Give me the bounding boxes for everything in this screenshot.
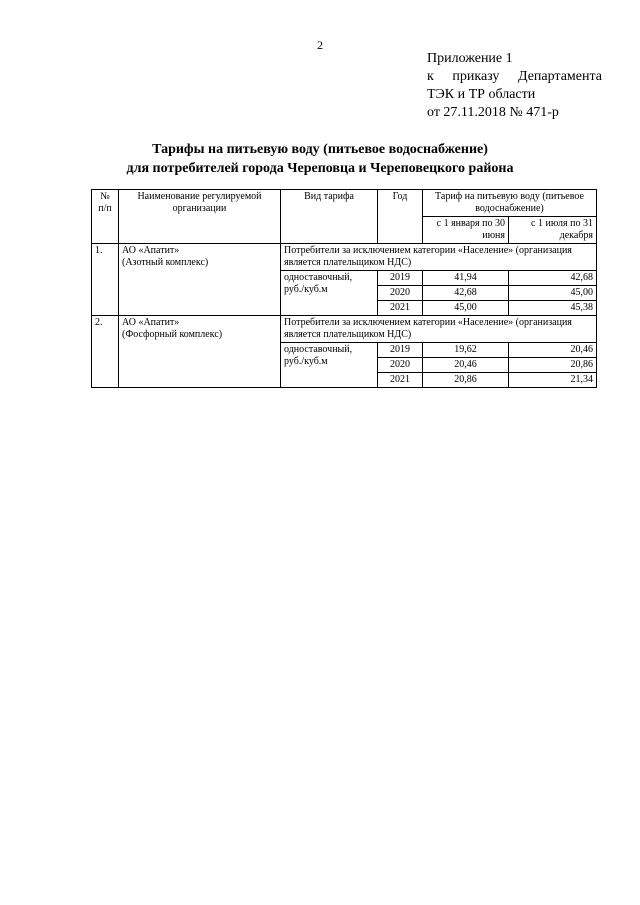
org-sub: (Фосфорный комплекс) [122,329,223,340]
header-period-1: с 1 января по 30 июня [423,217,509,244]
row-year: 2019 [378,271,423,286]
row-org [119,316,281,388]
row-h2-value: 45,00 [509,286,597,301]
page-number: 2 [317,38,323,52]
header-tariff: Тариф на питьевую воду (питьевое водоснабжение) [423,190,597,217]
row-h1-value: 41,94 [423,271,509,286]
row-year: 2021 [378,373,423,388]
header-year: Год [378,190,423,244]
tariff-table [91,189,597,388]
row-h1-value: 19,62 [423,343,509,358]
row-category: Потребители за исключением категории «Население» (организация является плательщиком НДС) [281,316,597,343]
appendix-line-2: к приказу Департамента [427,69,602,84]
row-category: Потребители за исключением категории «Население» (организация является плательщиком НДС) [281,244,597,271]
row-org [119,244,281,316]
row-h1-value: 20,46 [423,358,509,373]
row-h2-value: 42,68 [509,271,597,286]
row-h2-value: 20,46 [509,343,597,358]
row-h2-value: 20,86 [509,358,597,373]
row-h1-value: 45,00 [423,301,509,316]
header-type: Вид тарифа [281,190,378,244]
table-header-row [92,190,597,217]
title-line-1: Тарифы на питьевую воду (питьевое водоснабжение) [152,142,488,157]
title-line-2: для потребителей города Череповца и Череповецкого района [126,161,514,176]
row-h1-value: 42,68 [423,286,509,301]
org-name: АО «Апатит» [122,317,180,328]
table-row [92,316,597,343]
row-year: 2020 [378,286,423,301]
row-num: 2. [92,316,119,388]
appendix-line-1: Приложение 1 [427,51,513,66]
row-h2-value: 45,38 [509,301,597,316]
appendix-block [427,50,602,122]
header-num: № п/п [92,190,119,244]
row-year: 2021 [378,301,423,316]
appendix-line-3: ТЭК и ТР области [427,87,536,102]
header-period-2: с 1 июля по 31 декабря [509,217,597,244]
row-num: 1. [92,244,119,316]
row-year: 2020 [378,358,423,373]
row-h1-value: 20,86 [423,373,509,388]
table-row [92,244,597,271]
org-sub: (Азотный комплекс) [122,257,209,268]
org-name: АО «Апатит» [122,245,180,256]
header-org: Наименование регулируемой организации [119,190,281,244]
appendix-line-4: от 27.11.2018 № 471-р [427,105,559,120]
row-h2-value: 21,34 [509,373,597,388]
row-tariff-type: одноставочный, руб./куб.м [281,343,378,388]
row-tariff-type: одноставочный, руб./куб.м [281,271,378,316]
document-title [0,140,640,178]
row-year: 2019 [378,343,423,358]
